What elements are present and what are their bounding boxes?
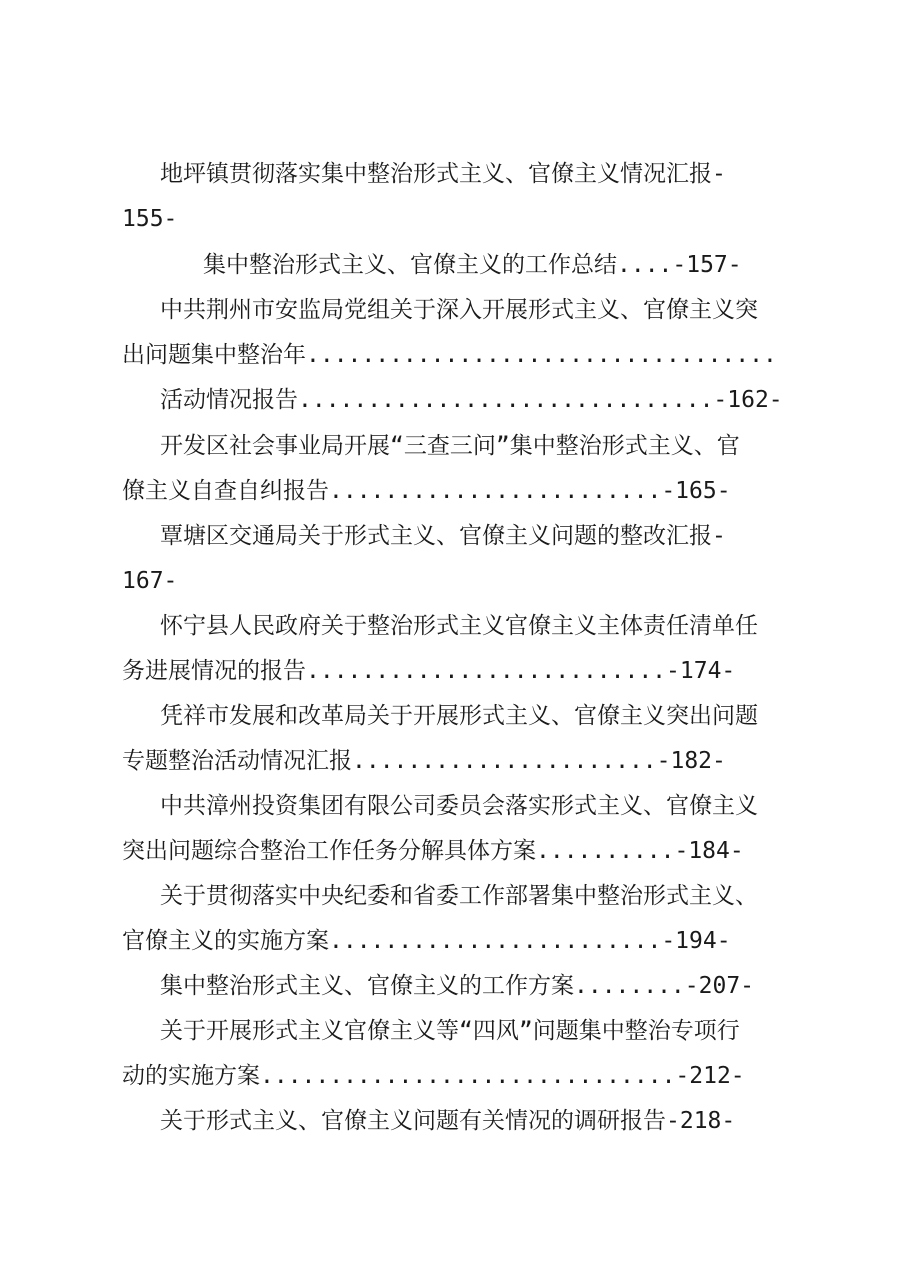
toc-line: 出问题集中整治年.................................. (122, 342, 777, 368)
toc-line: 僚主义自查自纠报告........................-165- (122, 478, 731, 504)
toc-line: 167- (122, 568, 178, 594)
toc-line: 155- (122, 206, 178, 232)
toc-line: 突出问题综合整治工作任务分解具体方案..........-184- (122, 838, 744, 864)
toc-line: 地坪镇贯彻落实集中整治形式主义、官僚主义情况汇报- (160, 161, 726, 187)
toc-line: 凭祥市发展和改革局关于开展形式主义、官僚主义突出问题 (160, 703, 758, 729)
toc-line: 集中整治形式主义、官僚主义的工作方案........-207- (160, 973, 755, 999)
toc-line: 关于开展形式主义官僚主义等“四风”问题集中整治专项行 (160, 1018, 740, 1044)
toc-line: 怀宁县人民政府关于整治形式主义官僚主义主体责任清单任 (160, 613, 758, 639)
toc-line: 动的实施方案..............................-212- (122, 1063, 745, 1089)
toc-line: 专题整治活动情况汇报......................-182- (122, 748, 726, 774)
toc-line: 关于贯彻落实中央纪委和省委工作部署集中整治形式主义、 (160, 883, 758, 909)
toc-line: 集中整治形式主义、官僚主义的工作总结....-157- (203, 252, 742, 278)
toc-line: 中共漳州投资集团有限公司委员会落实形式主义、官僚主义 (160, 793, 758, 819)
toc-line: 关于形式主义、官僚主义问题有关情况的调研报告-218- (160, 1108, 736, 1134)
toc-line: 活动情况报告..............................-162- (160, 387, 783, 413)
toc-line: 官僚主义的实施方案........................-194- (122, 928, 731, 954)
toc-line: 中共荆州市安监局党组关于深入开展形式主义、官僚主义突 (160, 297, 758, 323)
toc-line: 开发区社会事业局开展“三查三问”集中整治形式主义、官 (160, 433, 740, 459)
toc-line: 务进展情况的报告..........................-174- (122, 658, 736, 684)
toc-line: 覃塘区交通局关于形式主义、官僚主义问题的整改汇报- (160, 523, 726, 549)
